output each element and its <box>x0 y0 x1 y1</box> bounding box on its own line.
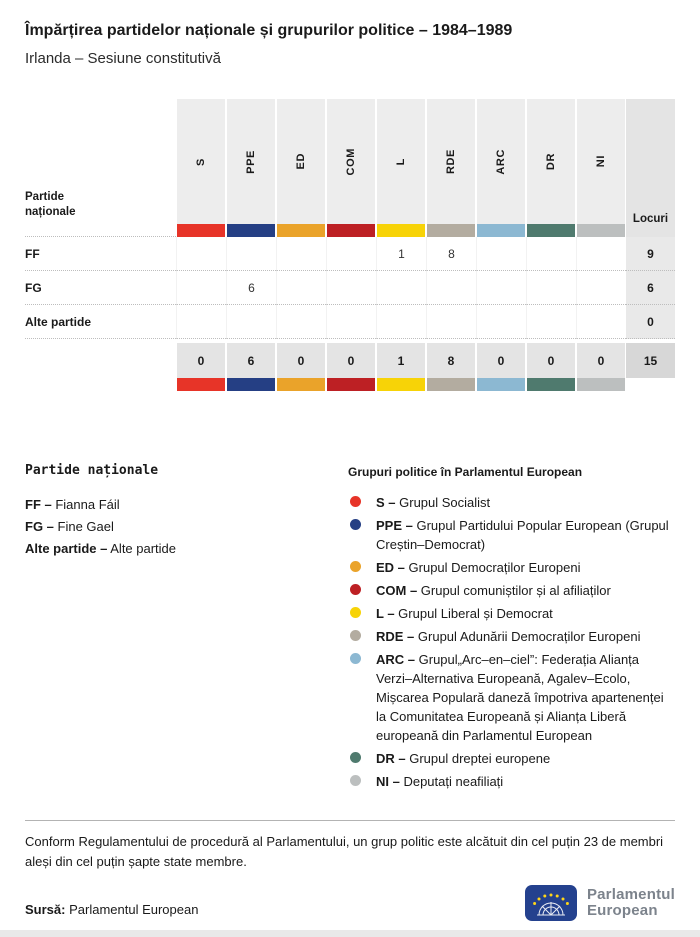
group-code-label: ED <box>295 153 307 170</box>
value-cell-ARC <box>476 305 526 339</box>
value-cell-COM <box>326 271 376 305</box>
group-code-label: NI <box>595 155 607 168</box>
group-color-strip-top-DR <box>527 224 575 237</box>
group-column-header-COM <box>327 99 375 224</box>
group-color-dot <box>350 752 361 763</box>
group-abbr: COM – <box>376 583 418 598</box>
group-abbr: ED – <box>376 560 405 575</box>
total-cell-NI: 0 <box>577 343 625 378</box>
group-code-label: PPE <box>245 149 257 174</box>
group-column-header-DR <box>527 99 575 224</box>
party-abbr: FF – <box>25 497 52 512</box>
group-legend-text: S – Grupul Socialist <box>376 495 491 510</box>
group-column-header-ARC <box>477 99 525 224</box>
group-legend-item <box>348 516 675 554</box>
group-color-strip-bottom-COM <box>327 378 375 391</box>
group-color-strip-top-COM <box>327 224 375 237</box>
group-color-strip-top-NI <box>577 224 625 237</box>
value-cell-NI <box>576 271 626 305</box>
value-cell-L: 1 <box>376 237 426 271</box>
party-row-label: FG <box>25 271 176 305</box>
value-cell-NI <box>576 237 626 271</box>
group-color-strip-top-L <box>377 224 425 237</box>
value-cell-COM <box>326 305 376 339</box>
group-legend-item <box>348 627 675 646</box>
footnote-section <box>25 820 675 872</box>
group-abbr: DR – <box>376 751 406 766</box>
wordmark-line1: Parlamentul <box>586 886 675 903</box>
legend-political-groups <box>348 463 675 795</box>
total-cell-L: 1 <box>377 343 425 378</box>
party-legend-item: FF – Fianna Fáil <box>25 497 120 512</box>
group-color-strip-top-ARC <box>477 224 525 237</box>
group-legend-item <box>348 493 675 512</box>
total-cell-S: 0 <box>177 343 225 378</box>
totals-row-spacer <box>25 343 176 378</box>
group-abbr: S – <box>376 495 396 510</box>
group-color-dot <box>350 496 361 507</box>
group-code-label: RDE <box>445 148 457 175</box>
group-color-strip-top-PPE <box>227 224 275 237</box>
group-color-dot <box>350 519 361 530</box>
seats-distribution-table <box>25 99 675 391</box>
value-cell-PPE <box>226 305 276 339</box>
legends-section <box>25 463 675 795</box>
value-cell-PPE: 6 <box>226 271 276 305</box>
value-cell-ED <box>276 237 326 271</box>
page-title: Împărțirea partidelor naționale și grupurilor politice – 1984–1989 <box>25 22 513 39</box>
group-color-strip-bottom-ED <box>277 378 325 391</box>
group-legend-text: COM – Grupul comuniștilor și al afiliaților <box>376 583 611 598</box>
group-abbr: RDE – <box>376 629 415 644</box>
group-abbr: NI – <box>376 774 400 789</box>
group-column-header-S <box>177 99 225 224</box>
group-legend-text: RDE – Grupul Adunării Democraților Europeni <box>376 629 641 644</box>
value-cell-ED <box>276 271 326 305</box>
group-code-label: L <box>395 157 407 166</box>
value-cell-DR <box>526 271 576 305</box>
total-cell-ARC: 0 <box>477 343 525 378</box>
party-legend-item: FG – Fine Gael <box>25 519 114 534</box>
group-column-header-NI <box>577 99 625 224</box>
value-cell-RDE <box>426 305 476 339</box>
group-color-dot <box>350 775 361 786</box>
group-legend-item <box>348 749 675 768</box>
value-cell-ARC <box>476 237 526 271</box>
value-cell-PPE <box>226 237 276 271</box>
european-parliament-wordmark <box>587 887 675 919</box>
source-line <box>25 902 198 917</box>
source-label: Sursă: <box>25 902 66 917</box>
party-abbr: FG – <box>25 519 54 534</box>
legend-groups-heading: Grupuri politice în Parlamentul European <box>348 465 583 479</box>
value-cell-S <box>176 237 226 271</box>
bottom-border-bar <box>0 930 700 937</box>
total-seats-cell: 15 <box>626 343 675 378</box>
value-cell-ED <box>276 305 326 339</box>
footnote-text: Conform Regulamentului de procedură al Parlamentului, un grup politic este alcătuit din cel puțin 23 de membri aleși din cel puțin șapte state membre. <box>25 834 664 869</box>
value-cell-ARC <box>476 271 526 305</box>
group-color-strip-bottom-ARC <box>477 378 525 391</box>
legend-parties-heading: Partide naționale <box>25 463 159 478</box>
group-abbr: L – <box>376 606 395 621</box>
total-cell-PPE: 6 <box>227 343 275 378</box>
group-legend-text: ARC – Grupul„Arc–en–ciel”: Federația Alianța Verzi–Alternativa Europeană, Agalev–Ecolo, Mișcarea Populară daneză împotriva apartenenței la Comunitatea Europeană și Alianța Liberă europeană din Parlamentul European <box>376 652 664 743</box>
group-color-strip-bottom-L <box>377 378 425 391</box>
group-column-header-L <box>377 99 425 224</box>
group-column-header-PPE <box>227 99 275 224</box>
group-legend-item <box>348 772 675 791</box>
legend-groups-list <box>348 493 675 791</box>
group-legend-text: DR – Grupul dreptei europene <box>376 751 551 766</box>
seats-cell: 0 <box>626 305 675 339</box>
group-color-strip-top-S <box>177 224 225 237</box>
group-color-strip-bottom-DR <box>527 378 575 391</box>
group-code-label: ARC <box>495 148 507 175</box>
group-column-header-RDE <box>427 99 475 224</box>
row-header-text: Partide naționale <box>25 191 76 218</box>
group-code-label: DR <box>545 152 557 171</box>
group-color-dot <box>350 584 361 595</box>
group-color-strip-top-RDE <box>427 224 475 237</box>
group-code-label: COM <box>345 147 357 176</box>
group-legend-text: L – Grupul Liberal și Democrat <box>376 606 553 621</box>
value-cell-NI <box>576 305 626 339</box>
party-legend-item: Alte partide – Alte partide <box>25 541 177 556</box>
group-legend-text: PPE – Grupul Partidului Popular European (Grupul Creștin–Democrat) <box>376 518 669 552</box>
value-cell-S <box>176 305 226 339</box>
footer <box>25 885 675 921</box>
value-cell-L <box>376 271 426 305</box>
group-legend-text: NI – Deputați neafiliați <box>376 774 504 789</box>
value-cell-RDE: 8 <box>426 237 476 271</box>
value-cell-DR <box>526 305 576 339</box>
total-cell-RDE: 8 <box>427 343 475 378</box>
row-header-label <box>25 99 176 237</box>
value-cell-L <box>376 305 426 339</box>
total-cell-ED: 0 <box>277 343 325 378</box>
legend-parties-list <box>25 494 348 560</box>
european-parliament-logo <box>525 885 675 921</box>
group-abbr: PPE – <box>376 518 413 533</box>
value-cell-COM <box>326 237 376 271</box>
legend-national-parties <box>25 463 348 795</box>
european-parliament-logo-icon <box>525 885 577 921</box>
party-row-label: FF <box>25 237 176 271</box>
group-abbr: ARC – <box>376 652 416 667</box>
group-legend-text: ED – Grupul Democraților Europeni <box>376 560 581 575</box>
group-color-strip-top-ED <box>277 224 325 237</box>
page-subtitle: Irlanda – Sesiune constitutivă <box>25 50 221 67</box>
party-row-label: Alte partide <box>25 305 176 339</box>
total-cell-DR: 0 <box>527 343 575 378</box>
group-column-header-ED <box>277 99 325 224</box>
group-legend-item <box>348 604 675 623</box>
group-color-dot <box>350 653 361 664</box>
value-cell-S <box>176 271 226 305</box>
group-color-strip-bottom-RDE <box>427 378 475 391</box>
party-abbr: Alte partide – <box>25 541 108 556</box>
wordmark-line2: European <box>586 902 658 919</box>
group-legend-item <box>348 558 675 577</box>
seats-cell: 9 <box>626 237 675 271</box>
total-cell-COM: 0 <box>327 343 375 378</box>
group-code-label: S <box>195 157 207 166</box>
group-color-dot <box>350 561 361 572</box>
value-cell-RDE <box>426 271 476 305</box>
group-color-strip-bottom-NI <box>577 378 625 391</box>
source-text: Parlamentul European <box>69 902 199 917</box>
group-color-dot <box>350 607 361 618</box>
group-legend-item <box>348 650 675 745</box>
value-cell-DR <box>526 237 576 271</box>
group-color-dot <box>350 630 361 641</box>
group-legend-item <box>348 581 675 600</box>
seats-cell: 6 <box>626 271 675 305</box>
seats-column-header: Locuri <box>626 99 675 237</box>
group-color-strip-bottom-S <box>177 378 225 391</box>
group-color-strip-bottom-PPE <box>227 378 275 391</box>
